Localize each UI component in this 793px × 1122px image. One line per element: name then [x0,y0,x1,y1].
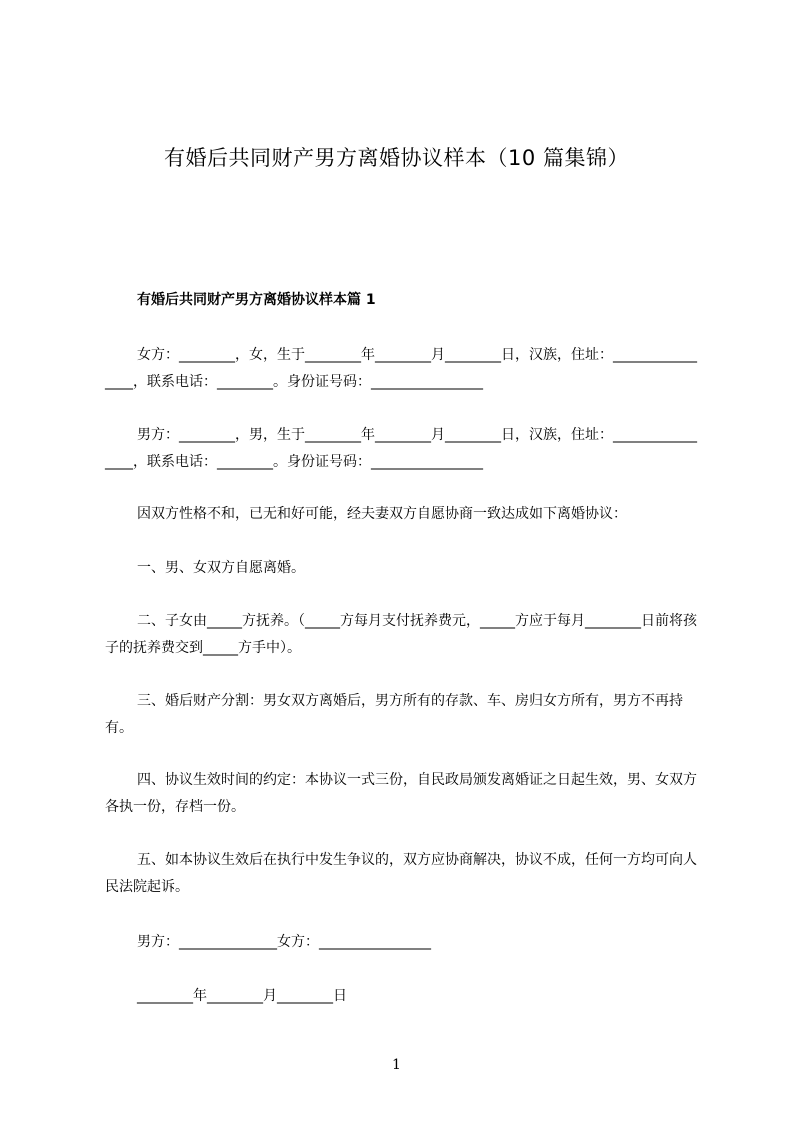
page-number: 1 [392,1057,401,1073]
signature-line: 男方：______________女方：________________ [137,934,431,950]
document-title: 有婚后共同财产男方离婚协议样本（10 篇集锦） [164,146,629,170]
female-party-paragraph: 女方：________，女，生于________年________月________日，汉族，住址：________________，联系电话：________。身份证号码：________________ [105,347,697,390]
male-party-paragraph: 男方：________，男，生于________年________月________日，汉族，住址：________________，联系电话：________。身份证号码：________________ [105,427,697,470]
section-heading: 有婚后共同财产男方离婚协议样本篇 1 [137,292,376,308]
clause-5-paragraph: 五、如本协议生效后在执行中发生争议的，双方应协商解决，协议不成，任何一方均可向人民法院起诉。 [105,852,697,895]
clause-4-paragraph: 四、协议生效时间的约定：本协议一式三份，自民政局颁发离婚证之日起生效，男、女双方各执一份，存档一份。 [105,772,697,815]
clause-3-paragraph: 三、婚后财产分割：男女双方离婚后，男方所有的存款、车、房归女方所有，男方不再持有。 [105,693,683,736]
clause-1-paragraph: 一、男、女双方自愿离婚。 [137,560,305,576]
preamble-paragraph: 因双方性格不和，已无和好可能，经夫妻双方自愿协商一致达成如下离婚协议： [137,506,627,522]
clause-2-paragraph: 二、子女由_____方抚养。（_____方每月支付抚养费元，_____方应于每月________日前将孩子的抚养费交到_____方手中）。 [105,613,697,656]
date-line: ________年________月________日 [137,988,347,1004]
